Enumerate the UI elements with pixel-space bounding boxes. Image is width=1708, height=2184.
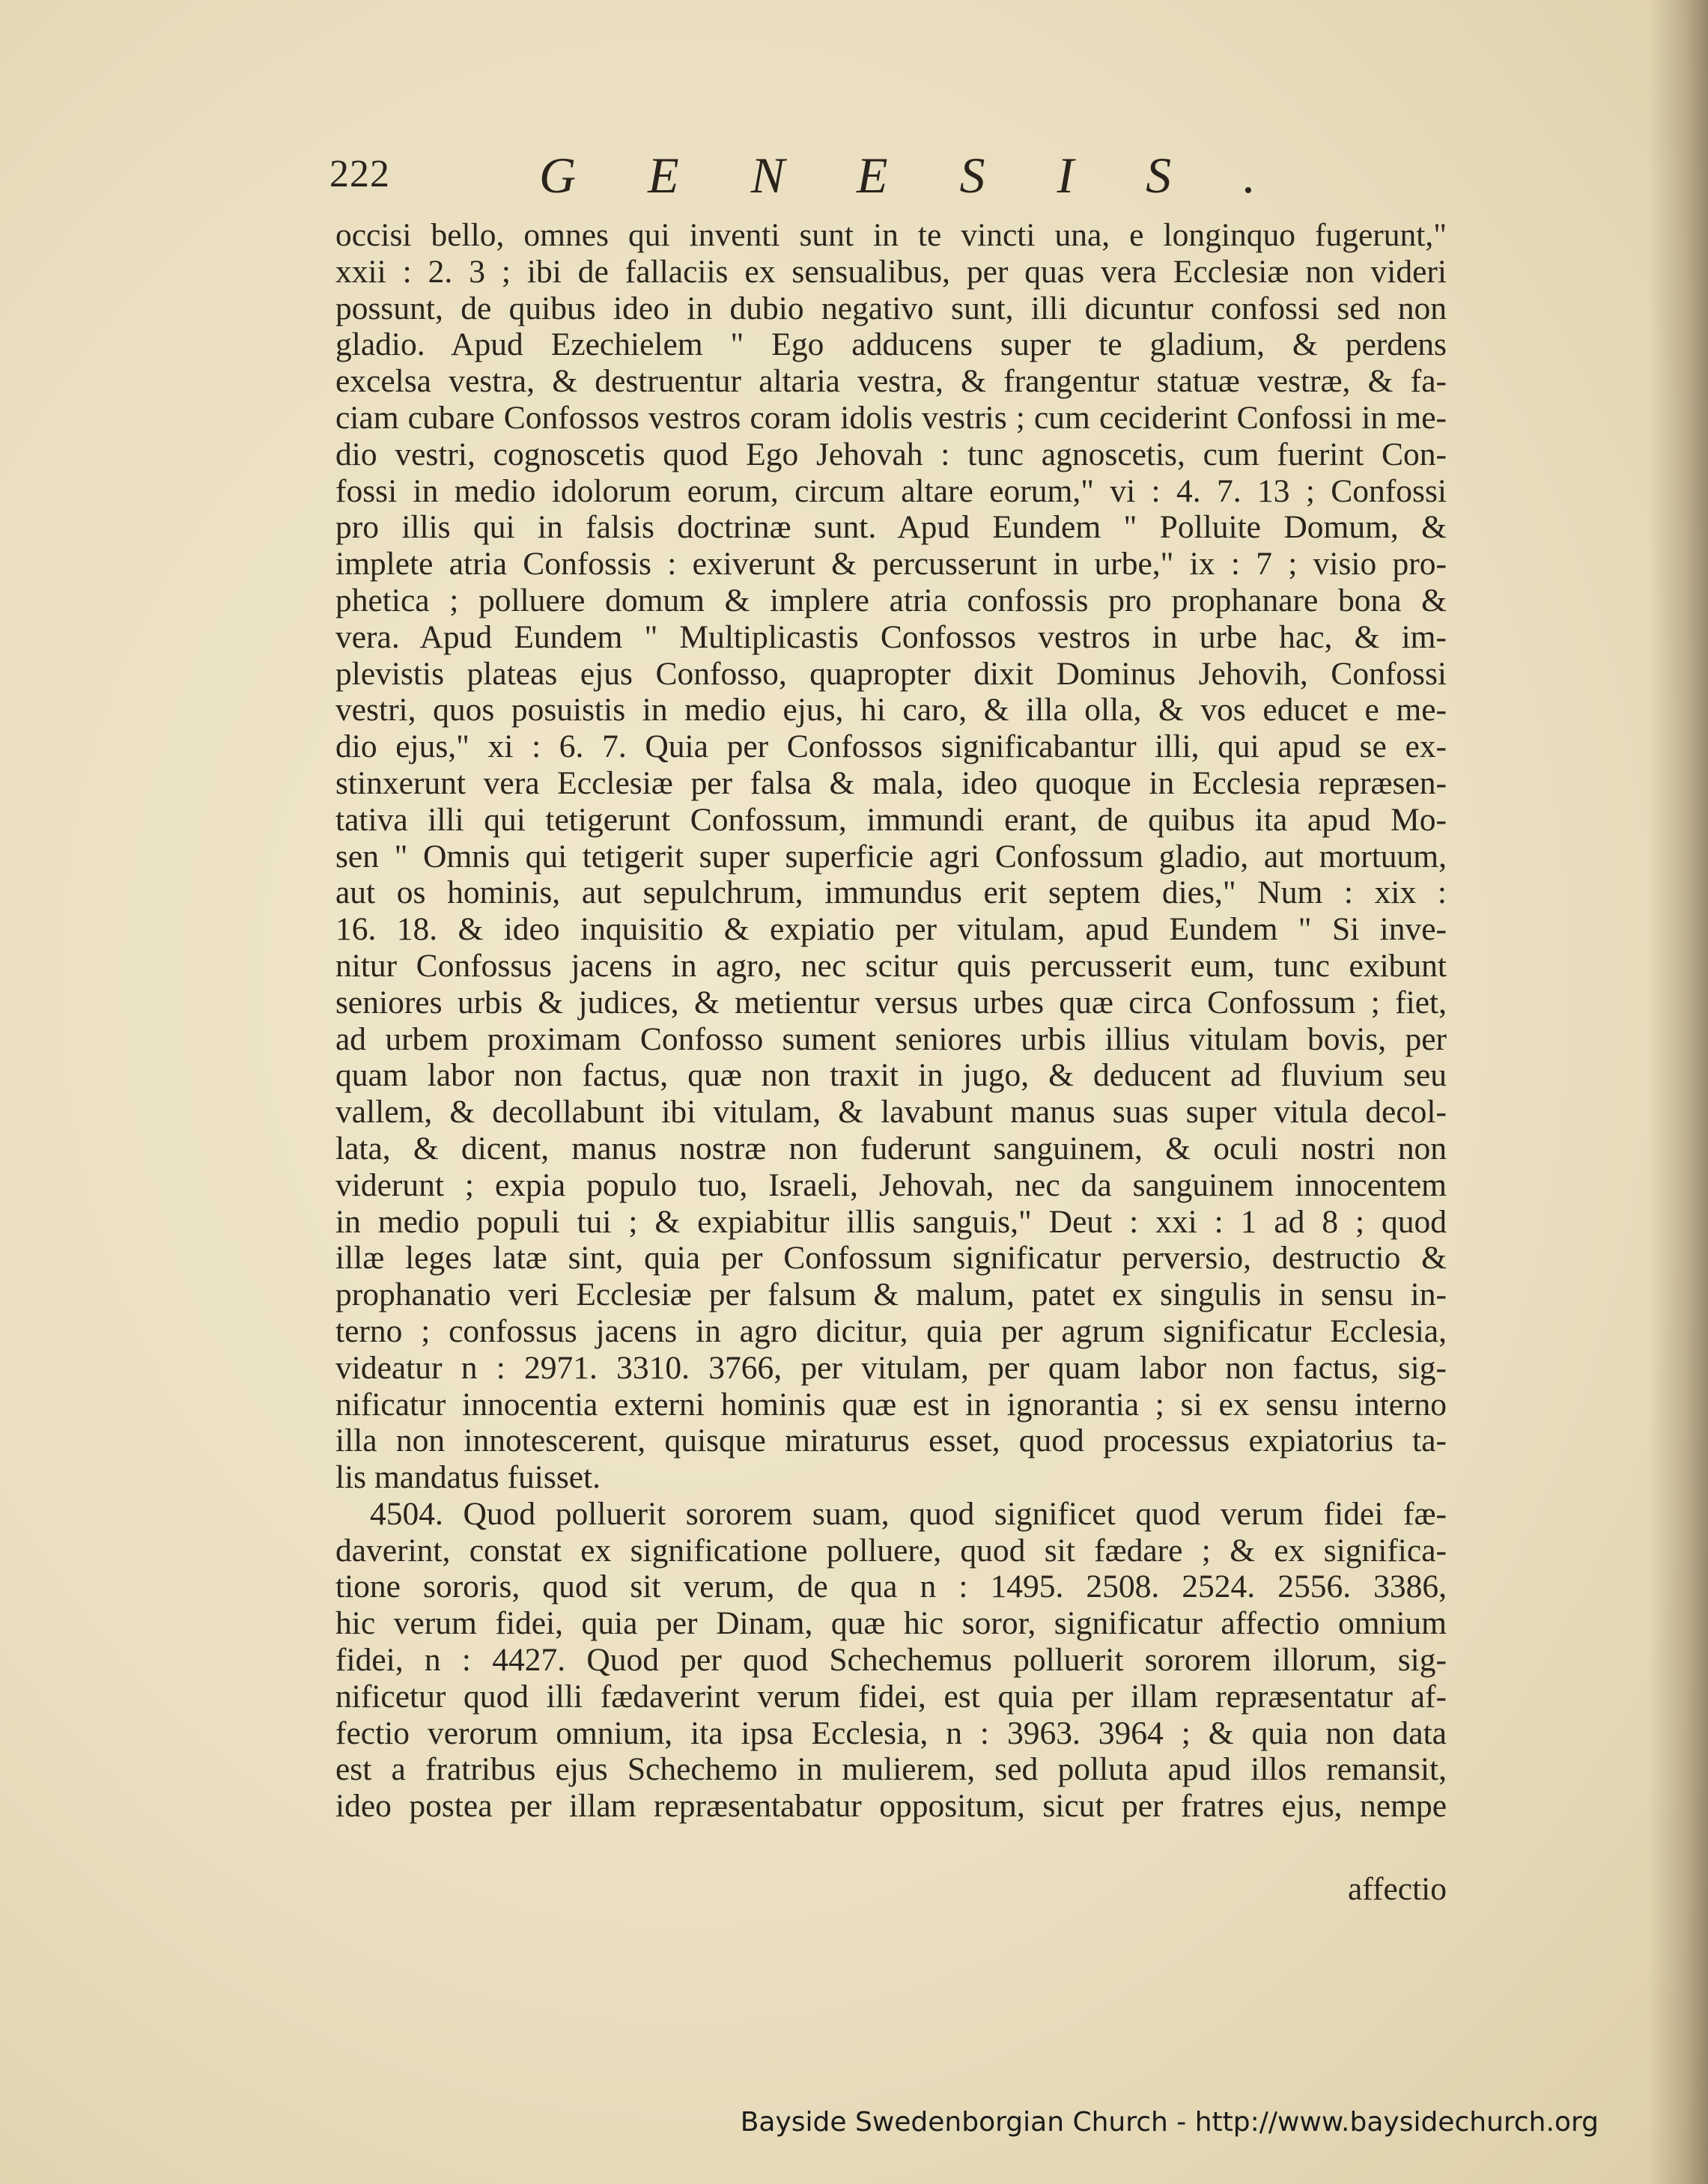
text-line: xxii : 2. 3 ; ibi de fallaciis ex sensualibus, per quas vera Ecclesiæ non videri	[335, 253, 1447, 290]
text-line: lata, & dicent, manus nostræ non fuderunt sanguinem, & oculi nostri non	[335, 1130, 1447, 1166]
text-line: in medio populi tui ; & expiabitur illis sanguis," Deut : xxi : 1 ad 8 ; quod	[335, 1203, 1447, 1240]
text-line: vestri, quos posuistis in medio ejus, hi caro, & illa olla, & vos educet e me-	[335, 692, 1447, 728]
text-line: gladio. Apud Ezechielem " Ego adducens super te gladium, & perdens	[335, 326, 1447, 363]
text-line: illa non innotescerent, quisque miraturus esset, quod processus expiatorius ta-	[335, 1423, 1447, 1459]
text-line: videatur n : 2971. 3310. 3766, per vitulam, per quam labor non factus, sig-	[335, 1349, 1447, 1386]
text-line: tativa illi qui tetigerunt Confossum, immundi erant, de quibus ita apud Mo-	[335, 801, 1447, 838]
text-line: sen " Omnis qui tetigerit super superficie agri Confossum gladio, aut mortuum,	[335, 838, 1447, 874]
text-line: aut os hominis, aut sepulchrum, immundus erit septem dies," Num : xix :	[335, 874, 1447, 911]
text-line: excelsa vestra, & destruentur altaria vestra, & frangentur statuæ vestræ, & fa-	[335, 363, 1447, 400]
page-header	[329, 146, 1453, 206]
text-line: phetica ; polluere domum & implere atria confossis pro prophanare bona &	[335, 582, 1447, 618]
text-line: fectio verorum omnium, ita ipsa Ecclesia, n : 3963. 3964 ; & quia non data	[335, 1715, 1447, 1751]
text-line: daverint, constat ex significatione polluere, quod sit fædare ; & ex significa-	[335, 1532, 1447, 1569]
text-line: nitur Confossus jacens in agro, nec scitur quis percusserit eum, tunc exibunt	[335, 947, 1447, 984]
text-line: quam labor non factus, quæ non traxit in jugo, & deducent ad fluvium seu	[335, 1057, 1447, 1094]
text-line: vera. Apud Eundem " Multiplicastis Confossos vestros in urbe hac, & im-	[335, 618, 1447, 655]
text-line: seniores urbis & judices, & metientur versus urbes quæ circa Confossum ; fiet,	[335, 984, 1447, 1020]
text-line: implete atria Confossis : exiverunt & percusserunt in urbe," ix : 7 ; visio pro-	[335, 546, 1447, 582]
paragraph-4504-start: 4504. Quod polluerit sororem suam, quod significet quod verum fidei fæ-	[370, 1495, 1447, 1532]
book-spine-shadow	[1648, 0, 1708, 2184]
text-line: hic verum fidei, quia per Dinam, quæ hic soror, significatur affectio omnium	[335, 1605, 1447, 1642]
text-line: 16. 18. & ideo inquisitio & expiatio per vitulam, apud Eundem " Si inve-	[335, 911, 1447, 948]
page-number: 222	[329, 153, 390, 195]
catchword: affectio	[1347, 1871, 1447, 1907]
text-line: nificetur quod illi fædaverint verum fidei, est quia per illam repræsentatur af-	[335, 1678, 1447, 1715]
paragraph-end-line: lis mandatus fuisset.	[335, 1459, 601, 1496]
text-line: dio vestri, cognoscetis quod Ego Jehovah : tunc agnoscetis, cum fuerint Con-	[335, 436, 1447, 472]
text-line: plevistis plateas ejus Confosso, quapropter dixit Dominus Jehovih, Confossi	[335, 655, 1447, 692]
text-line: ad urbem proximam Confosso sument seniores urbis illius vitulam bovis, per	[335, 1020, 1447, 1057]
text-line: dio ejus," xi : 6. 7. Quia per Confossos significabantur illi, qui apud se ex-	[335, 728, 1447, 765]
text-line: possunt, de quibus ideo in dubio negativo sunt, illi dicuntur confossi sed non	[335, 290, 1447, 326]
text-line: occisi bello, omnes qui inventi sunt in te vincti una, e longinquo fugerunt,"	[335, 217, 1447, 253]
footer-credit: Bayside Swedenborgian Church - http://www.baysidechurch.org	[740, 2107, 1599, 2138]
running-title: GENESIS.	[539, 147, 1328, 204]
text-line: illæ leges latæ sint, quia per Confossum significatur perversio, destructio &	[335, 1240, 1447, 1277]
text-line: est a fratribus ejus Schechemo in mulierem, sed polluta apud illos remansit,	[335, 1751, 1447, 1788]
text-line: fossi in medio idolorum eorum, circum altare eorum," vi : 4. 7. 13 ; Confossi	[335, 472, 1447, 509]
text-line: vallem, & decollabunt ibi vitulam, & lavabunt manus suas super vitula decol-	[335, 1094, 1447, 1131]
text-line: viderunt ; expia populo tuo, Israeli, Jehovah, nec da sanguinem innocentem	[335, 1166, 1447, 1203]
text-line: nificatur innocentia externi hominis quæ est in ignorantia ; si ex sensu interno	[335, 1386, 1447, 1423]
text-line: ideo postea per illam repræsentabatur oppositum, sicut per fratres ejus, nempe	[335, 1788, 1447, 1825]
text-line: ciam cubare Confossos vestros coram idolis vestris ; cum ceciderint Confossi in me-	[335, 399, 1447, 436]
body-text	[335, 217, 1447, 1825]
text-line: tione sororis, quod sit verum, de qua n : 1495. 2508. 2524. 2556. 3386,	[335, 1569, 1447, 1605]
text-line: fidei, n : 4427. Quod per quod Schechemus polluerit sororem illorum, sig-	[335, 1642, 1447, 1679]
text-line: prophanatio veri Ecclesiæ per falsum & malum, patet ex singulis in sensu in-	[335, 1277, 1447, 1313]
text-line: stinxerunt vera Ecclesiæ per falsa & mala, ideo quoque in Ecclesia repræsen-	[335, 764, 1447, 801]
text-line: pro illis qui in falsis doctrinæ sunt. Apud Eundem " Polluite Domum, &	[335, 509, 1447, 546]
text-line: terno ; confossus jacens in agro dicitur, quia per agrum significatur Ecclesia,	[335, 1312, 1447, 1349]
